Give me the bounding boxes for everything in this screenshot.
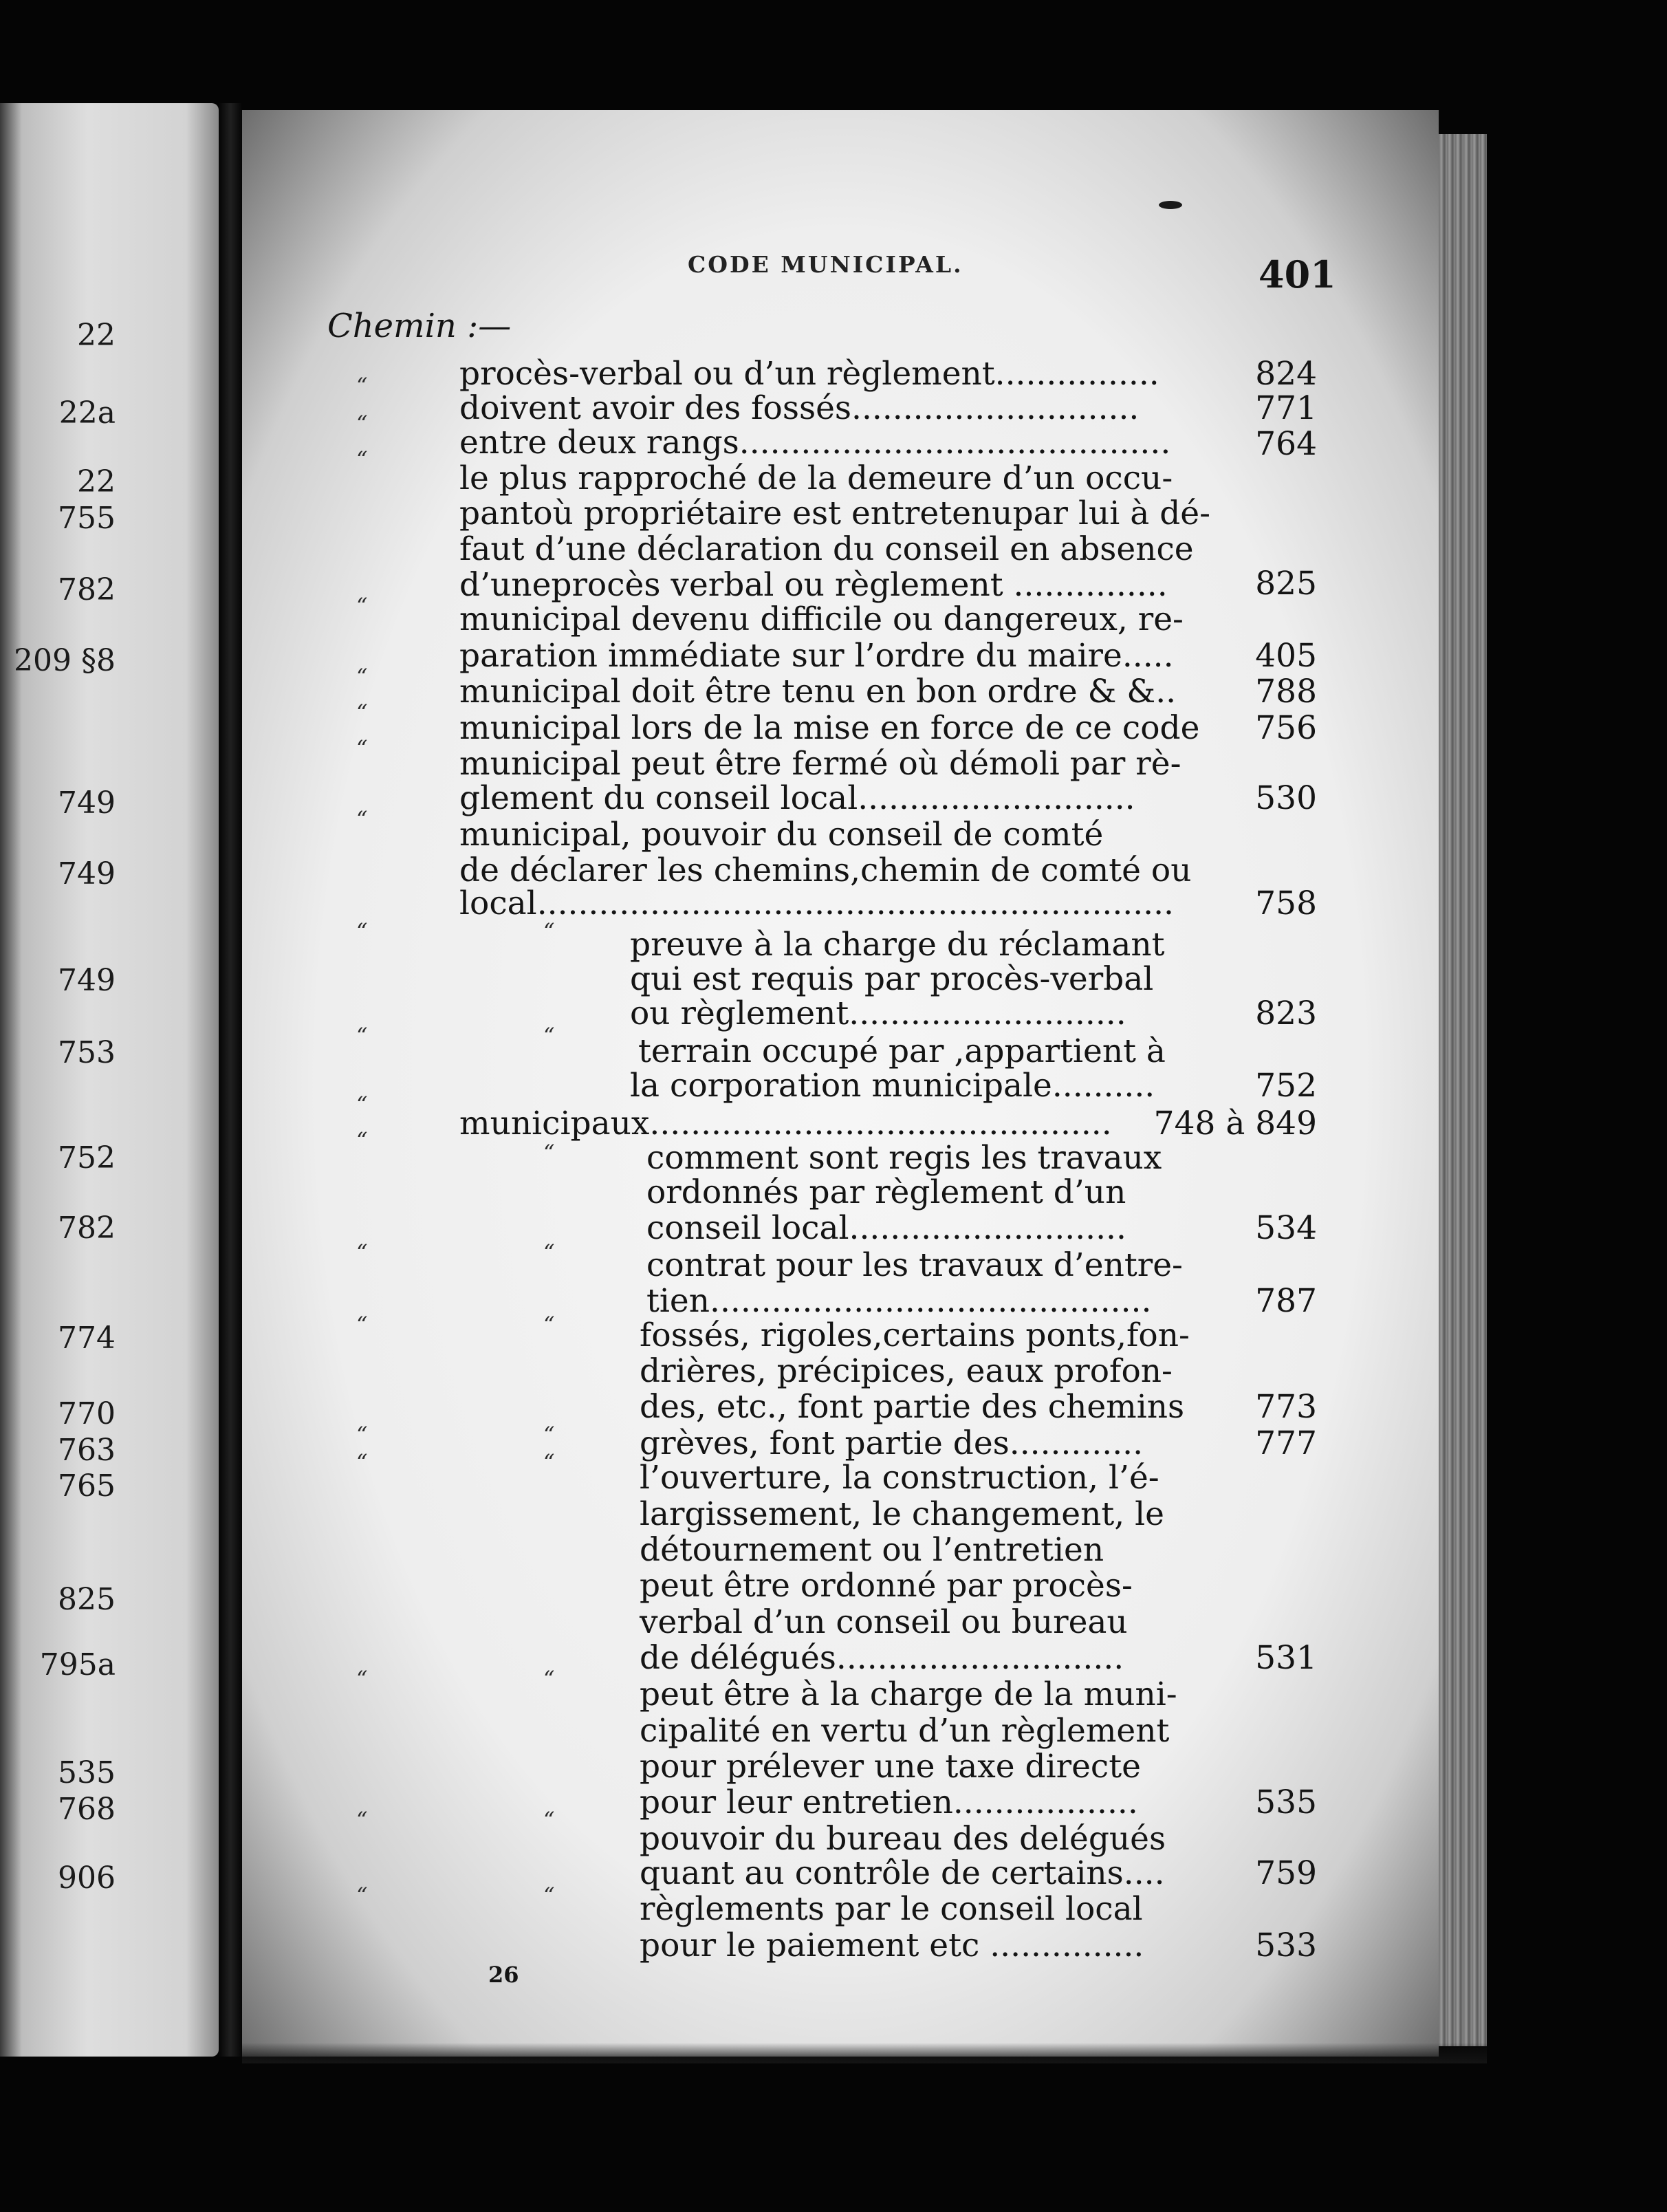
reference-number: 535 <box>1255 1783 1317 1821</box>
left-margin-number: 782 <box>58 572 116 607</box>
ditto-mark: “ <box>356 664 368 690</box>
index-line: tien........................................... <box>646 1282 1152 1320</box>
index-line: grèves, font partie des............. <box>640 1424 1144 1462</box>
index-line: détournement ou l’entretien <box>640 1531 1104 1569</box>
reference-number: 777 <box>1255 1424 1317 1462</box>
left-margin-number: 782 <box>58 1211 116 1246</box>
index-line: pantoù propriétaire est entretenupar lui à dé- <box>459 495 1210 532</box>
ditto-mark: “ <box>543 1140 555 1166</box>
left-margin-number: 752 <box>58 1140 116 1175</box>
index-line: municipaux............................................. <box>459 1105 1112 1142</box>
reference-number: 788 <box>1255 673 1317 711</box>
ditto-mark: “ <box>543 1666 555 1692</box>
ditto-mark: “ <box>356 411 368 437</box>
index-line: d’uneprocès verbal ou règlement ............... <box>459 566 1168 604</box>
reference-number: 534 <box>1255 1209 1317 1247</box>
index-line: qui est requis par procès-verbal <box>630 960 1154 998</box>
reference-number: 764 <box>1255 425 1317 463</box>
ditto-mark: “ <box>543 1422 555 1448</box>
index-line: contrat pour les travaux d’entre- <box>646 1246 1183 1284</box>
index-line: glement du conseil local........................... <box>459 779 1135 817</box>
index-line: largissement, le changement, le <box>640 1495 1164 1533</box>
ditto-mark: “ <box>356 1422 368 1448</box>
index-line: de délégués............................ <box>640 1639 1124 1677</box>
left-margin-number: 763 <box>58 1433 116 1468</box>
index-line: municipal lors de la mise en force de ce code <box>459 709 1200 747</box>
ditto-mark: “ <box>356 1807 368 1833</box>
page-bottom-shadow <box>242 2043 1487 2063</box>
index-line: l’ouverture, la construction, l’é- <box>640 1459 1159 1497</box>
reference-number: 531 <box>1255 1639 1317 1677</box>
reference-number: 771 <box>1255 389 1317 427</box>
index-line: de déclarer les chemins,chemin de comté ou <box>459 852 1192 889</box>
left-margin-number: 755 <box>58 501 116 536</box>
ditto-mark: “ <box>356 373 368 399</box>
index-line: pour le paiement etc ............... <box>640 1927 1144 1964</box>
reference-number: 773 <box>1255 1388 1317 1426</box>
left-margin-number: 749 <box>58 785 116 821</box>
ditto-mark: “ <box>356 806 368 832</box>
left-margin-number: 765 <box>58 1468 116 1504</box>
left-margin-number: 749 <box>58 963 116 998</box>
index-line: municipal devenu difficile ou dangereux, re- <box>459 600 1184 638</box>
reference-number: 758 <box>1255 885 1317 922</box>
index-line: pouvoir du bureau des delégués <box>640 1820 1166 1858</box>
index-line: quant au contrôle de certains.... <box>640 1854 1165 1892</box>
left-margin-number: 768 <box>58 1792 116 1827</box>
index-line: local.............................................................. <box>459 885 1174 922</box>
index-line: drières, précipices, eaux profon- <box>640 1352 1173 1390</box>
index-line: municipal doit être tenu en bon ordre & &.. <box>459 673 1177 711</box>
ditto-mark: “ <box>356 1239 368 1266</box>
left-margin-number: 22 <box>77 318 116 353</box>
ditto-mark: “ <box>356 1666 368 1692</box>
left-margin-number: 22a <box>58 395 116 431</box>
ditto-mark: “ <box>356 1449 368 1475</box>
left-margin-number: 795a <box>39 1647 116 1682</box>
index-line: ordonnés par règlement d’un <box>646 1173 1126 1211</box>
left-margin-number: 770 <box>58 1396 116 1431</box>
left-margin-number: 825 <box>58 1582 116 1617</box>
ditto-mark: “ <box>356 1023 368 1049</box>
ditto-mark: “ <box>543 1312 555 1338</box>
index-line: ou règlement........................... <box>630 995 1126 1032</box>
ditto-mark: “ <box>543 1239 555 1266</box>
ditto-mark: “ <box>356 1883 368 1909</box>
index-line: peut être ordonné par procès- <box>640 1567 1133 1605</box>
index-line: entre deux rangs.......................................... <box>459 424 1171 462</box>
left-margin-number: 753 <box>58 1035 116 1070</box>
running-head: CODE MUNICIPAL. <box>688 251 963 278</box>
index-line: pour prélever une taxe directe <box>640 1748 1141 1786</box>
page-edge-stack <box>1439 134 1487 2046</box>
book-gutter <box>219 103 242 2057</box>
ditto-mark: “ <box>356 1312 368 1338</box>
index-line: le plus rapproché de la demeure d’un occu- <box>459 459 1173 497</box>
signature-mark: 26 <box>488 1962 519 1988</box>
ditto-mark: “ <box>543 918 555 944</box>
index-line: pour leur entretien.................. <box>640 1783 1138 1821</box>
ditto-mark: “ <box>356 1092 368 1118</box>
index-line: paration immédiate sur l’ordre du maire..... <box>459 637 1174 675</box>
left-margin-number: 209 §8 <box>14 643 116 678</box>
page-number: 401 <box>1259 252 1336 296</box>
reference-number: 533 <box>1255 1927 1317 1964</box>
left-margin-number: 774 <box>58 1321 116 1356</box>
index-line: faut d’une déclaration du conseil en absence <box>459 530 1194 568</box>
reference-number: 530 <box>1255 779 1317 817</box>
reference-number: 825 <box>1255 565 1317 603</box>
index-line: des, etc., font partie des chemins <box>640 1388 1185 1426</box>
ditto-mark: “ <box>356 1127 368 1153</box>
ink-blot <box>1159 201 1182 209</box>
index-line: verbal d’un conseil ou bureau <box>640 1603 1128 1641</box>
ditto-mark: “ <box>543 1807 555 1833</box>
reference-number: 756 <box>1255 709 1317 747</box>
left-margin-number: 749 <box>58 856 116 891</box>
ditto-mark: “ <box>356 446 368 473</box>
ditto-mark: “ <box>543 1023 555 1049</box>
index-line: cipalité en vertu d’un règlement <box>640 1712 1170 1750</box>
index-line: règlements par le conseil local <box>640 1890 1143 1928</box>
index-line: preuve à la charge du réclamant <box>630 926 1165 964</box>
left-margin-number: 906 <box>58 1861 116 1896</box>
index-line: peut être à la charge de la muni- <box>640 1676 1177 1713</box>
ditto-mark: “ <box>356 918 368 944</box>
entry-heading: Chemin :— <box>327 307 512 345</box>
ditto-mark: “ <box>543 1449 555 1475</box>
reference-number: 405 <box>1255 637 1317 675</box>
index-line: conseil local........................... <box>646 1209 1126 1247</box>
index-line: doivent avoir des fossés............................ <box>459 389 1140 427</box>
index-line: terrain occupé par ,appartient à <box>638 1032 1166 1070</box>
reference-number: 823 <box>1255 995 1317 1032</box>
ditto-mark: “ <box>356 700 368 726</box>
ditto-mark: “ <box>356 593 368 619</box>
index-line: procès-verbal ou d’un règlement................ <box>459 355 1159 393</box>
reference-number: 787 <box>1255 1282 1317 1320</box>
ditto-mark: “ <box>543 1883 555 1909</box>
index-line: municipal peut être fermé où démoli par rè- <box>459 745 1181 783</box>
reference-number: 824 <box>1255 355 1317 393</box>
reference-number: 748 à 849 <box>1153 1105 1317 1142</box>
index-line: municipal, pouvoir du conseil de comté <box>459 816 1104 854</box>
reference-number: 752 <box>1255 1067 1317 1105</box>
index-line: fossés, rigoles,certains ponts,fon- <box>640 1316 1190 1354</box>
index-line: comment sont regis les travaux <box>646 1139 1162 1177</box>
left-margin-number: 535 <box>58 1755 116 1790</box>
index-line: la corporation municipale.......... <box>630 1067 1155 1105</box>
left-margin-number: 22 <box>77 464 116 499</box>
reference-number: 759 <box>1255 1854 1317 1892</box>
ditto-mark: “ <box>356 735 368 761</box>
